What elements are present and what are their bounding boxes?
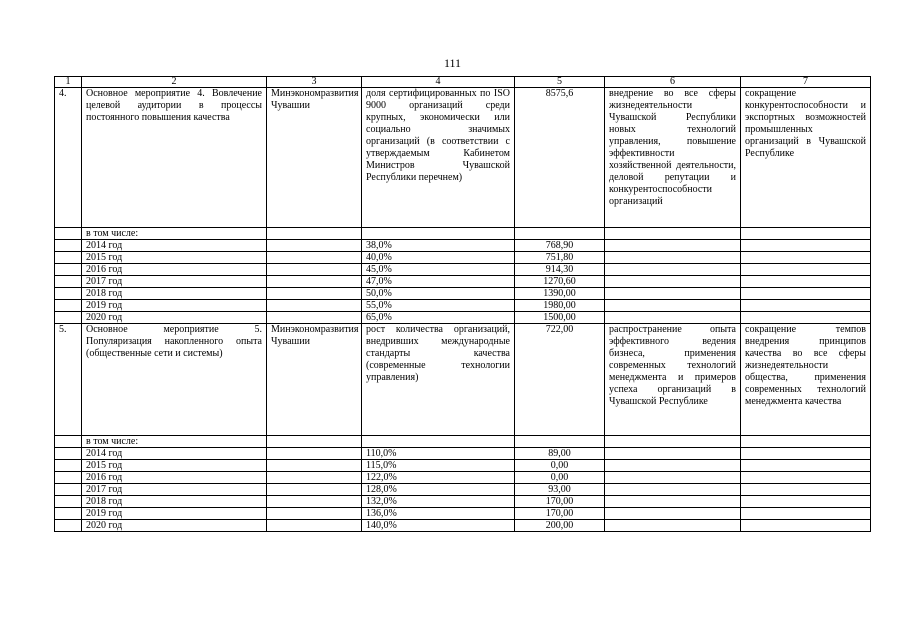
column-header: 4	[362, 77, 515, 88]
year-label: 2020 год	[82, 312, 267, 324]
including-row	[55, 228, 871, 240]
funding-value: 1390,00	[515, 288, 605, 300]
table-row	[55, 240, 871, 252]
responsible-org: Минэкономразвития Чувашии	[267, 324, 362, 436]
expected-result: распространение опыта эффективного ведения бизнеса, применения современных технологий менеджмента и примеров успеха организаций в Чувашской Республике	[605, 324, 741, 436]
measure-row	[55, 88, 871, 228]
including-label: в том числе:	[82, 436, 267, 448]
funding-value: 93,00	[515, 484, 605, 496]
year-label: 2016 год	[82, 264, 267, 276]
funding-value: 914,30	[515, 264, 605, 276]
table-row	[55, 312, 871, 324]
table-row	[55, 460, 871, 472]
including-label: в том числе:	[82, 228, 267, 240]
funding-amount: 722,00	[515, 324, 605, 436]
table-row	[55, 300, 871, 312]
table-row	[55, 252, 871, 264]
year-label: 2020 год	[82, 520, 267, 532]
page-number: 111	[443, 56, 462, 70]
table-row	[55, 288, 871, 300]
funding-value: 1980,00	[515, 300, 605, 312]
indicator-value: 115,0%	[362, 460, 515, 472]
target-indicator: рост количества организаций, внедривших международные стандарты качества (современные технологии управления)	[362, 324, 515, 436]
indicator-value: 65,0%	[362, 312, 515, 324]
table-row	[55, 264, 871, 276]
indicator-value: 132,0%	[362, 496, 515, 508]
including-row	[55, 436, 871, 448]
column-header: 3	[267, 77, 362, 88]
indicator-value: 110,0%	[362, 448, 515, 460]
funding-value: 0,00	[515, 460, 605, 472]
funding-value: 170,00	[515, 496, 605, 508]
table-row	[55, 472, 871, 484]
measure-title: Основное мероприятие 5. Популяризация накопленного опыта (общественные сети и системы)	[82, 324, 267, 436]
indicator-value: 40,0%	[362, 252, 515, 264]
table-row	[55, 484, 871, 496]
year-label: 2018 год	[82, 496, 267, 508]
table-row	[55, 276, 871, 288]
funding-value: 200,00	[515, 520, 605, 532]
funding-amount: 8575,6	[515, 88, 605, 228]
indicator-value: 47,0%	[362, 276, 515, 288]
year-label: 2017 год	[82, 484, 267, 496]
measures-table	[54, 76, 871, 532]
column-number-row	[55, 77, 871, 88]
indicator-value: 50,0%	[362, 288, 515, 300]
year-label: 2018 год	[82, 288, 267, 300]
year-label: 2015 год	[82, 460, 267, 472]
funding-value: 768,90	[515, 240, 605, 252]
indicator-value: 122,0%	[362, 472, 515, 484]
funding-value: 1500,00	[515, 312, 605, 324]
year-label: 2015 год	[82, 252, 267, 264]
year-label: 2019 год	[82, 508, 267, 520]
indicator-value: 38,0%	[362, 240, 515, 252]
year-label: 2017 год	[82, 276, 267, 288]
indicator-value: 136,0%	[362, 508, 515, 520]
funding-value: 89,00	[515, 448, 605, 460]
column-header: 5	[515, 77, 605, 88]
year-label: 2016 год	[82, 472, 267, 484]
year-label: 2014 год	[82, 240, 267, 252]
measure-title: Основное мероприятие 4. Вовлечение целевой аудитории в процессы постоянного повышения качества	[82, 88, 267, 228]
measure-row	[55, 324, 871, 436]
funding-value: 170,00	[515, 508, 605, 520]
column-header: 6	[605, 77, 741, 88]
responsible-org: Минэкономразвития Чувашии	[267, 88, 362, 228]
target-indicator: доля сертифицированных по ISO 9000 организаций среди крупных, экономически или социально значимых организаций (в соответствии с утверждаемым Кабинетом Министров Чувашской Республики перечнем)	[362, 88, 515, 228]
table-row	[55, 520, 871, 532]
table-row	[55, 448, 871, 460]
funding-value: 1270,60	[515, 276, 605, 288]
measure-number: 5.	[55, 324, 82, 436]
year-label: 2019 год	[82, 300, 267, 312]
column-header: 7	[741, 77, 871, 88]
indicator-value: 45,0%	[362, 264, 515, 276]
column-header: 2	[82, 77, 267, 88]
table-row	[55, 496, 871, 508]
funding-value: 0,00	[515, 472, 605, 484]
risk-consequence: сокращение темпов внедрения принципов качества во все сферы жизнедеятельности общества, применения современных технологий менеджмента качества	[741, 324, 871, 436]
table-row	[55, 508, 871, 520]
year-label: 2014 год	[82, 448, 267, 460]
risk-consequence: сокращение конкурентоспособности и экспортных возможностей промышленных организаций в Чувашской Республике	[741, 88, 871, 228]
indicator-value: 140,0%	[362, 520, 515, 532]
indicator-value: 55,0%	[362, 300, 515, 312]
expected-result: внедрение во все сферы жизнедеятельности Чувашской Республики новых технологий управления, повышение эффективности хозяйственной деятельности, деловой репутации и конкурентоспособности организаций	[605, 88, 741, 228]
measure-number: 4.	[55, 88, 82, 228]
indicator-value: 128,0%	[362, 484, 515, 496]
column-header: 1	[55, 77, 82, 88]
funding-value: 751,80	[515, 252, 605, 264]
